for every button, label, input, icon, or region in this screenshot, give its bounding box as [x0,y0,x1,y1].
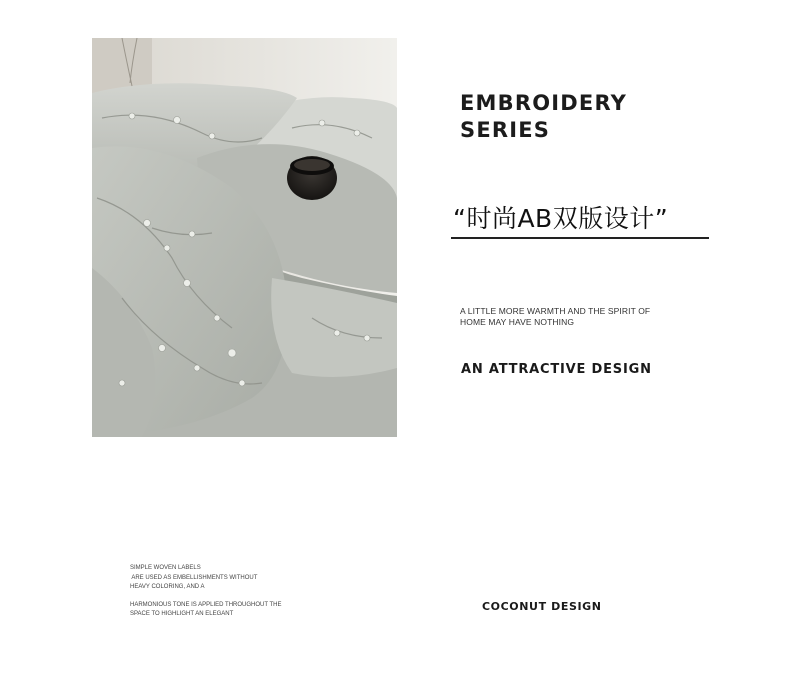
series-title-line1: EMBROIDERY [460,91,628,115]
woven-note-line2: ARE USED AS EMBELLISHMENTS WITHOUT [130,574,258,581]
tagline-line2: HOME MAY HAVE NOTHING [460,317,575,327]
attractive-design-heading: AN ATTRACTIVE DESIGN [461,362,652,377]
woven-note-line4: HARMONIOUS TONE IS APPLIED THROUGHOUT THE [130,601,282,608]
tagline [460,306,650,328]
woven-note-line5: SPACE TO HIGHLIGHT AN ELEGANT [130,611,234,617]
tagline-line1: A LITTLE MORE WARMTH AND THE SPIRIT OF [460,306,651,316]
woven-note-line3: HEAVY COLORING, AND A [130,584,205,590]
woven-labels-note [130,564,281,620]
coconut-design-label: COCONUT DESIGN [482,600,602,613]
cn-title: “时尚AB双版设计” [453,204,669,233]
series-title-line2: SERIES [460,118,551,142]
series-title [460,90,627,144]
bedding-photo [92,38,397,437]
woven-note-line1: SIMPLE WOVEN LABELS [130,565,201,571]
title-underline [451,237,709,239]
